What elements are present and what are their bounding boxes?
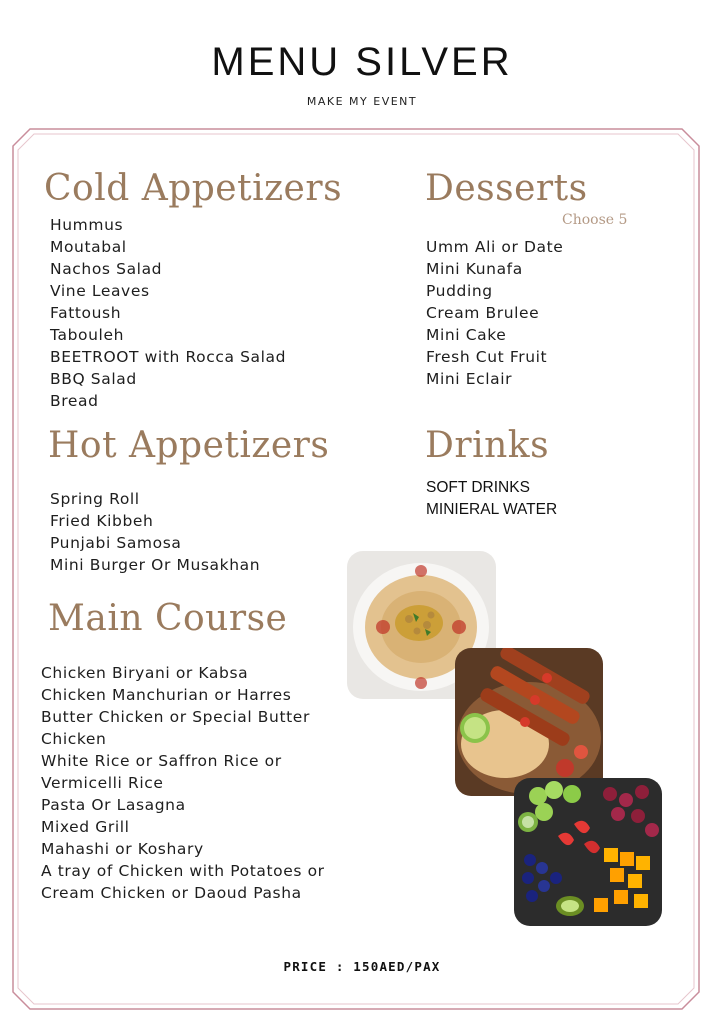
list-item: Tabouleh — [50, 326, 125, 344]
drinks-heading: Drinks — [425, 425, 550, 466]
cold-appetizers-heading: Cold Appetizers — [44, 168, 343, 209]
list-item: Butter Chicken or Special Butter — [41, 708, 310, 726]
list-item: Fattoush — [50, 304, 122, 322]
list-item: MINIERAL WATER — [426, 500, 558, 518]
list-item: Mini Burger Or Musakhan — [50, 556, 261, 574]
list-item: Punjabi Samosa — [50, 534, 182, 552]
mixed-grill-photo — [455, 648, 603, 796]
list-item: Moutabal — [50, 238, 127, 256]
list-item: Pudding — [426, 282, 493, 300]
list-item: Chicken Biryani or Kabsa — [41, 664, 249, 682]
list-item: Mini Eclair — [426, 370, 513, 388]
list-item: Chicken — [41, 730, 107, 748]
list-item: Umm Ali or Date — [426, 238, 564, 256]
fruit-platter-photo — [514, 778, 662, 926]
list-item: Hummus — [50, 216, 124, 234]
list-item: Fresh Cut Fruit — [426, 348, 548, 366]
main-course-list — [41, 662, 325, 904]
menu-title: MENU SILVER — [211, 40, 513, 84]
list-item: Mini Cake — [426, 326, 507, 344]
list-item: A tray of Chicken with Potatoes or — [41, 862, 325, 880]
list-item: SOFT DRINKS — [426, 479, 530, 496]
list-item: BEETROOT with Rocca Salad — [50, 348, 287, 366]
list-item: Bread — [50, 392, 99, 410]
desserts-list — [426, 236, 563, 390]
list-item: Mixed Grill — [41, 818, 130, 836]
drinks-list — [426, 477, 557, 520]
list-item: Cream Chicken or Daoud Pasha — [41, 884, 302, 902]
list-item: Vine Leaves — [50, 282, 150, 300]
menu-subtitle: MAKE MY EVENT — [306, 95, 418, 108]
list-item: BBQ Salad — [50, 370, 137, 388]
list-item: Fried Kibbeh — [50, 512, 154, 530]
price-label: PRICE : 150AED/PAX — [283, 959, 441, 974]
choose-note: Choose 5 — [562, 212, 628, 228]
desserts-heading: Desserts — [425, 168, 588, 209]
list-item: Mahashi or Koshary — [41, 840, 204, 858]
list-item: Nachos Salad — [50, 260, 163, 278]
list-item: Vermicelli Rice — [41, 774, 164, 792]
hot-appetizers-heading: Hot Appetizers — [48, 425, 330, 466]
cold-appetizers-list — [50, 214, 286, 412]
list-item: White Rice or Saffron Rice or — [41, 752, 282, 770]
list-item: Chicken Manchurian or Harres — [41, 686, 292, 704]
list-item: Pasta Or Lasagna — [41, 796, 186, 814]
list-item: Spring Roll — [50, 490, 140, 508]
list-item: Cream Brulee — [426, 304, 540, 322]
hot-appetizers-list — [50, 488, 260, 576]
list-item: Mini Kunafa — [426, 260, 523, 278]
main-course-heading: Main Course — [48, 598, 288, 639]
